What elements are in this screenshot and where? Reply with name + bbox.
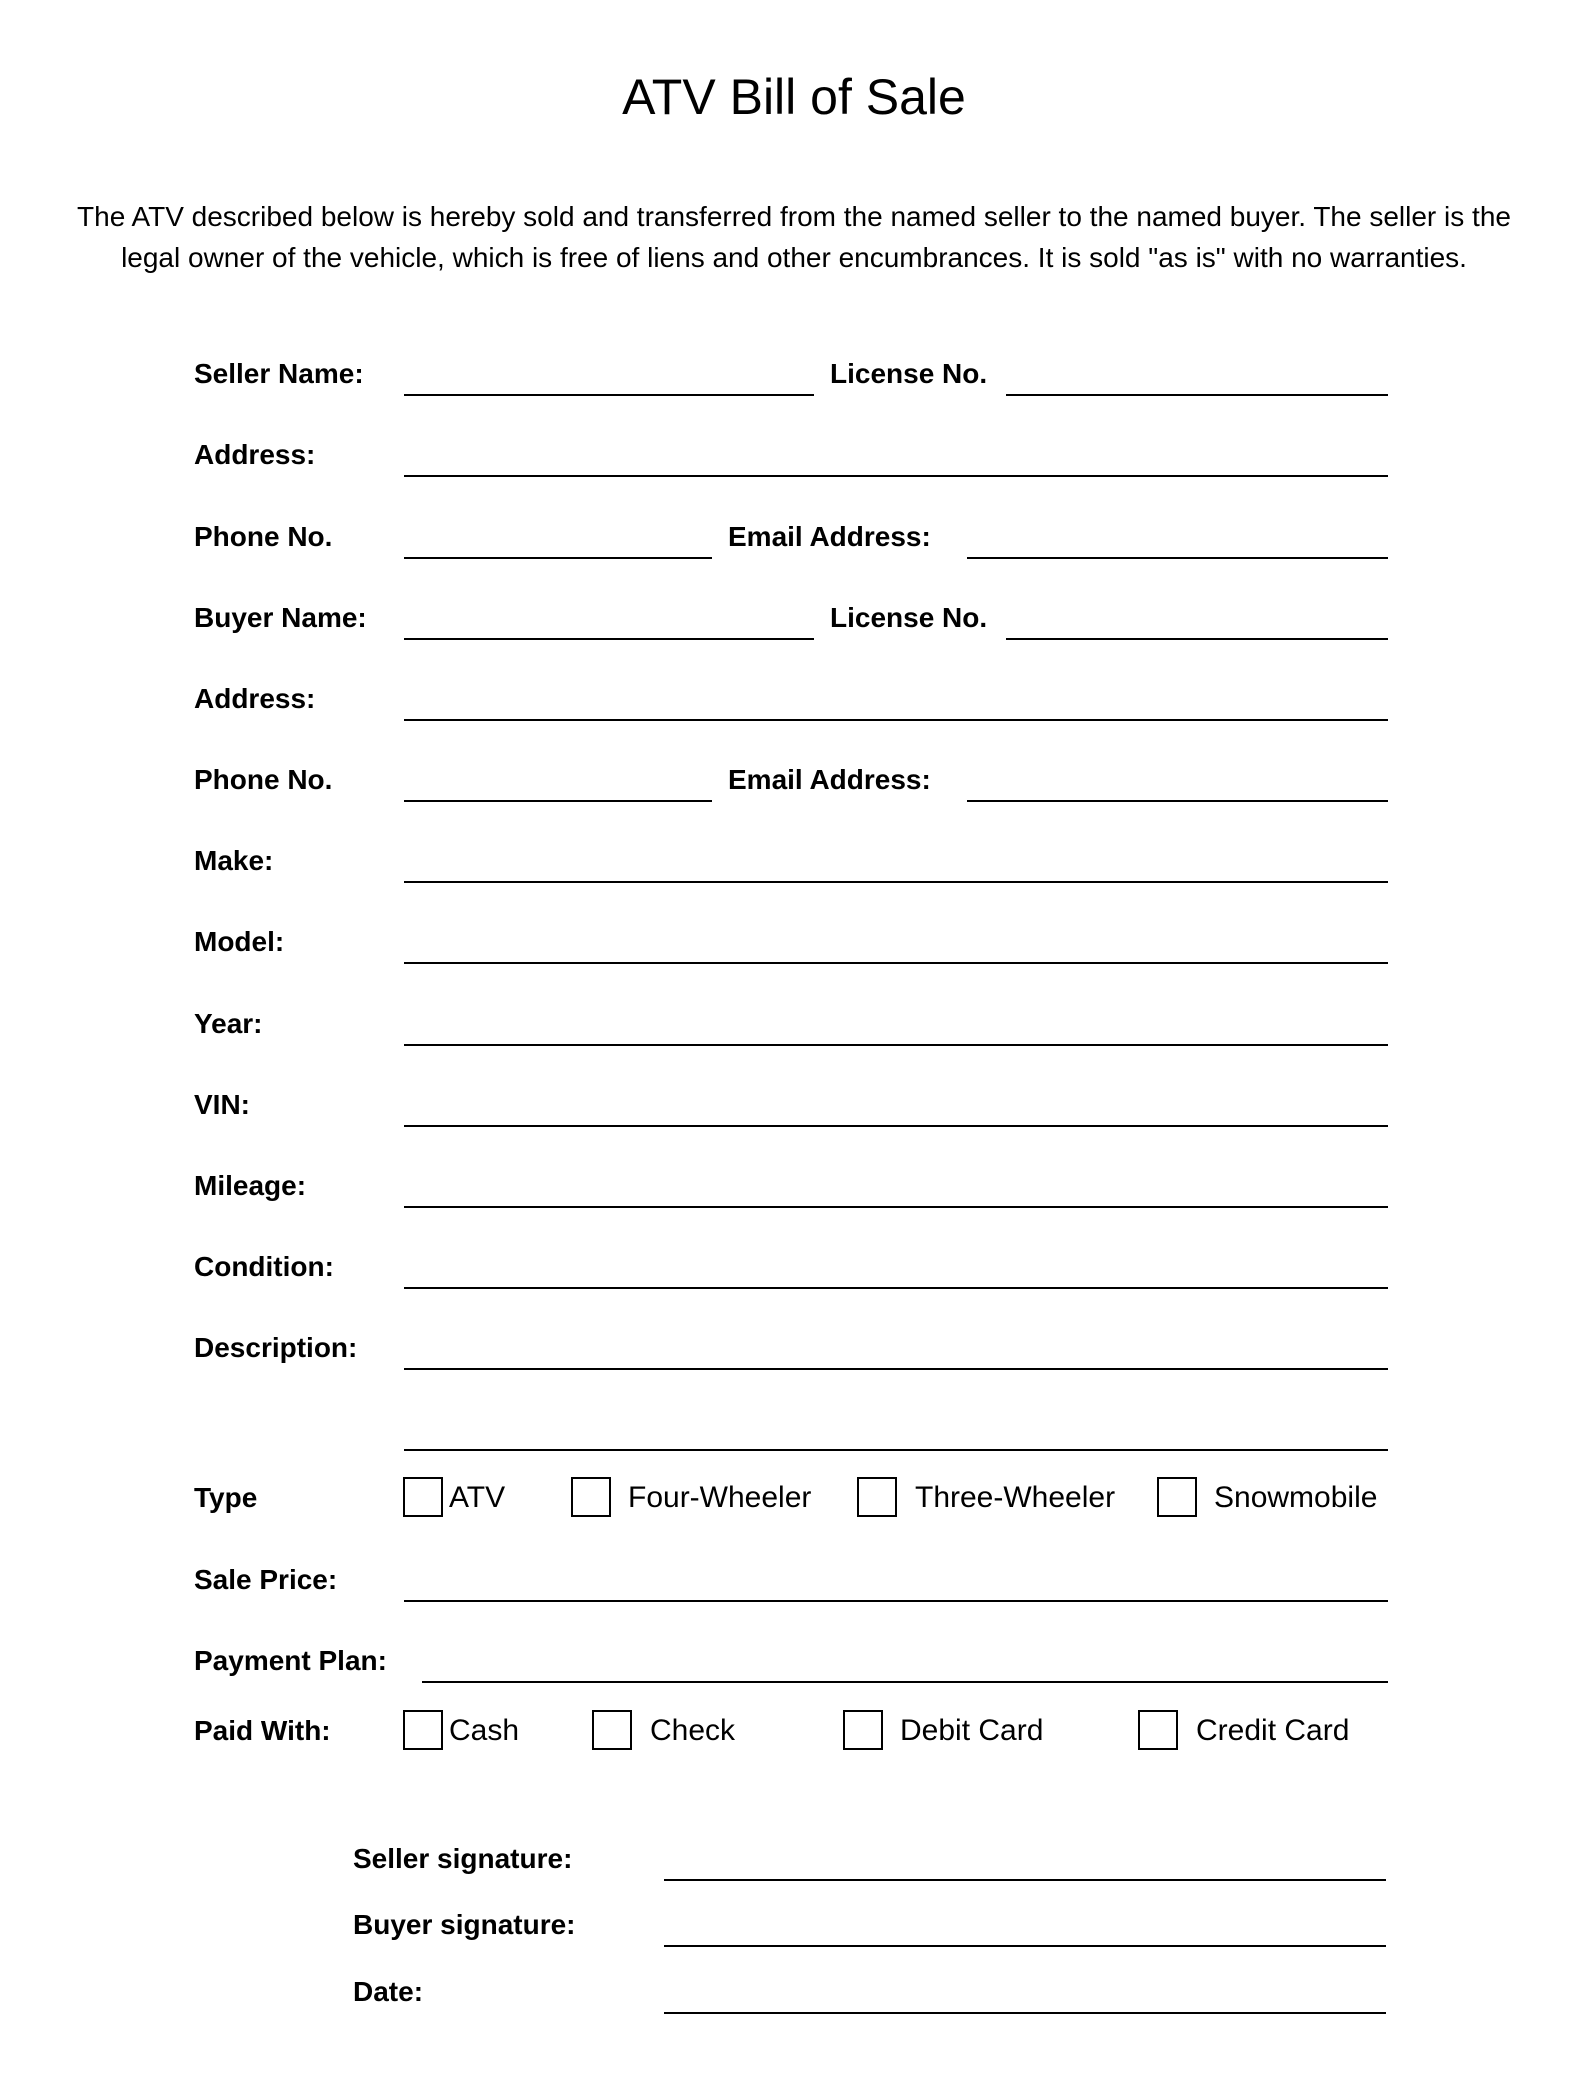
buyer-email-field[interactable] <box>967 800 1388 802</box>
buyer-signature-label: Buyer signature: <box>353 1909 576 1940</box>
paid-credit-card-checkbox[interactable] <box>1138 1710 1178 1750</box>
type-three-wheeler-checkbox[interactable] <box>857 1477 897 1517</box>
condition-field[interactable] <box>404 1287 1388 1289</box>
buyer-name-label: Buyer Name: <box>194 602 367 633</box>
buyer-address-label: Address: <box>194 683 316 714</box>
intro-paragraph: The ATV described below is hereby sold and transferred from the named seller to the named buyer. The seller is the legal owner of the vehicle, which is free of liens and other encumbrances. It is sold "as is" with no warranties. <box>77 201 1511 273</box>
paid-credit-card-label: Credit Card <box>1196 1714 1350 1747</box>
type-atv-checkbox[interactable] <box>403 1477 443 1517</box>
year-label: Year: <box>194 1008 263 1039</box>
buyer-license-field[interactable] <box>1006 638 1388 640</box>
type-label: Type <box>194 1482 258 1513</box>
payment-plan-field[interactable] <box>422 1681 1388 1683</box>
vin-label: VIN: <box>194 1089 250 1120</box>
paid-with-label: Paid With: <box>194 1715 331 1746</box>
buyer-address-field[interactable] <box>404 719 1388 721</box>
condition-label: Condition: <box>194 1251 334 1282</box>
description-field-line-2[interactable] <box>404 1449 1388 1451</box>
seller-license-field[interactable] <box>1006 394 1388 396</box>
model-label: Model: <box>194 926 285 957</box>
seller-phone-field[interactable] <box>404 557 712 559</box>
description-label: Description: <box>194 1332 358 1363</box>
sale-price-label: Sale Price: <box>194 1564 338 1595</box>
seller-signature-label: Seller signature: <box>353 1843 573 1874</box>
document-title: ATV Bill of Sale <box>622 69 966 125</box>
year-field[interactable] <box>404 1044 1388 1046</box>
seller-name-field[interactable] <box>404 394 814 396</box>
seller-address-field[interactable] <box>404 475 1388 477</box>
paid-cash-checkbox[interactable] <box>403 1710 443 1750</box>
type-four-wheeler-checkbox[interactable] <box>571 1477 611 1517</box>
type-three-wheeler-label: Three-Wheeler <box>915 1481 1116 1514</box>
type-snowmobile-label: Snowmobile <box>1214 1481 1378 1514</box>
type-snowmobile-checkbox[interactable] <box>1157 1477 1197 1517</box>
paid-cash-label: Cash <box>449 1714 520 1747</box>
buyer-phone-label: Phone No. <box>194 764 333 795</box>
make-field[interactable] <box>404 881 1388 883</box>
seller-license-label: License No. <box>830 358 988 389</box>
buyer-name-field[interactable] <box>404 638 814 640</box>
buyer-license-label: License No. <box>830 602 988 633</box>
paid-debit-card-checkbox[interactable] <box>843 1710 883 1750</box>
type-atv-label: ATV <box>449 1481 506 1514</box>
mileage-label: Mileage: <box>194 1170 307 1201</box>
mileage-field[interactable] <box>404 1206 1388 1208</box>
date-label: Date: <box>353 1976 424 2007</box>
seller-phone-label: Phone No. <box>194 521 333 552</box>
paid-check-label: Check <box>650 1714 736 1747</box>
model-field[interactable] <box>404 962 1388 964</box>
type-four-wheeler-label: Four-Wheeler <box>628 1481 812 1514</box>
make-label: Make: <box>194 845 274 876</box>
buyer-email-label: Email Address: <box>728 764 931 795</box>
seller-name-label: Seller Name: <box>194 358 364 389</box>
vin-field[interactable] <box>404 1125 1388 1127</box>
payment-plan-label: Payment Plan: <box>194 1645 387 1676</box>
date-field[interactable] <box>664 2012 1386 2014</box>
seller-address-label: Address: <box>194 439 316 470</box>
seller-signature-field[interactable] <box>664 1879 1386 1881</box>
paid-debit-card-label: Debit Card <box>900 1714 1044 1747</box>
seller-email-field[interactable] <box>967 557 1388 559</box>
description-field-line-1[interactable] <box>404 1368 1388 1370</box>
sale-price-field[interactable] <box>404 1600 1388 1602</box>
buyer-signature-field[interactable] <box>664 1945 1386 1947</box>
seller-email-label: Email Address: <box>728 521 931 552</box>
buyer-phone-field[interactable] <box>404 800 712 802</box>
paid-check-checkbox[interactable] <box>592 1710 632 1750</box>
